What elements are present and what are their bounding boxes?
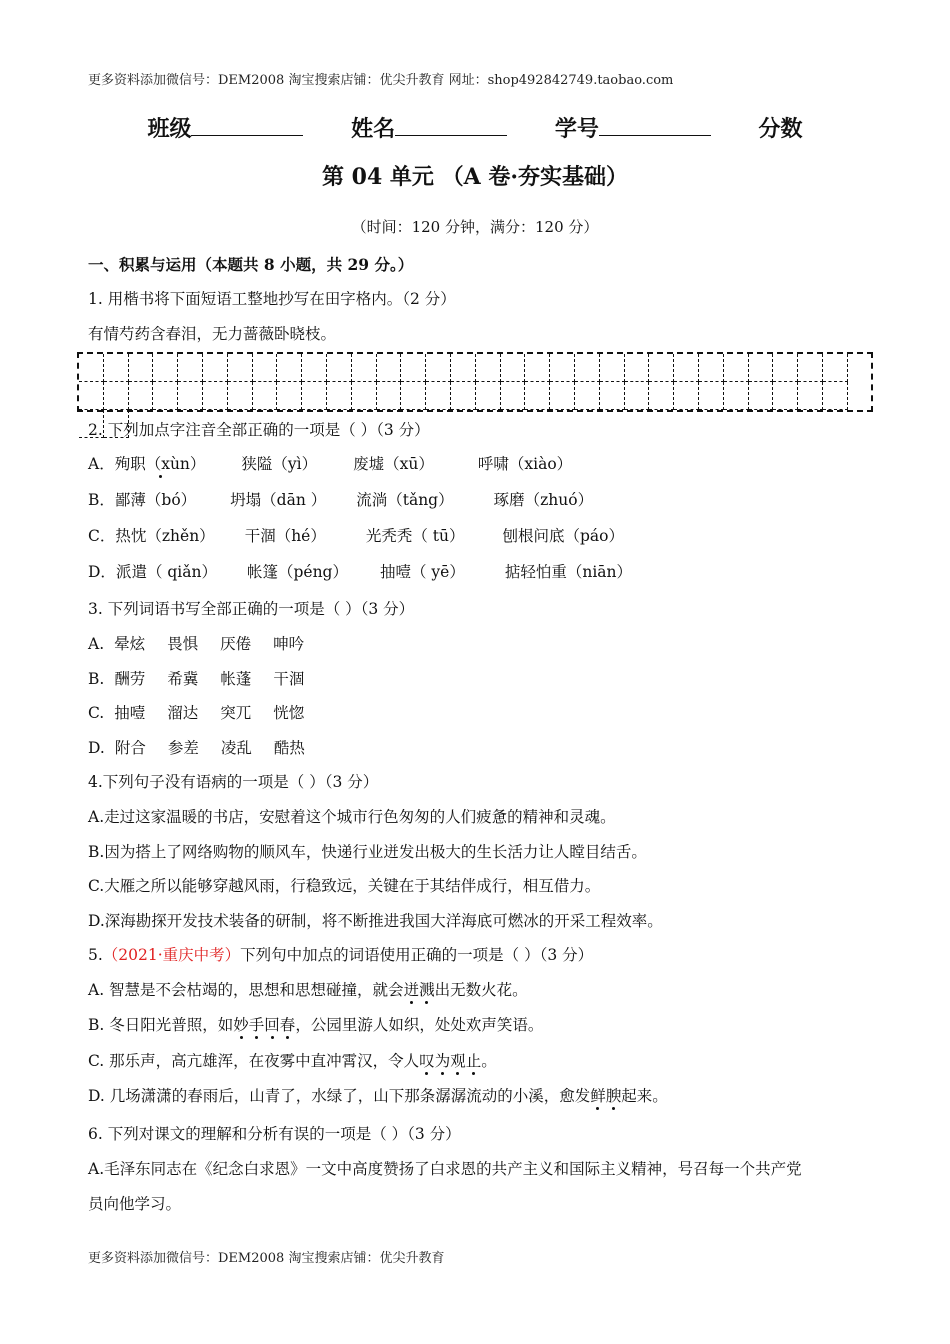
grid-cell[interactable]: [79, 354, 104, 382]
name-field: 姓名: [351, 116, 507, 142]
option-item: 帐篷（péng）: [246, 563, 348, 581]
question-5-option-c: C. 那乐声，高亢雄浑，在夜雾中直冲霄汉，令人叹为观止。: [88, 1052, 497, 1070]
question-3-option-b: B. 酬劳 希冀 帐蓬 干涸: [88, 670, 305, 688]
grid-cell[interactable]: [104, 354, 129, 382]
grid-cell[interactable]: [649, 382, 674, 410]
grid-cell[interactable]: [426, 354, 451, 382]
grid-cell[interactable]: [674, 382, 699, 410]
tianzige-grid[interactable]: [77, 352, 873, 412]
grid-cell[interactable]: [649, 354, 674, 382]
grid-cell[interactable]: [600, 354, 625, 382]
option-item: 呼啸（xiào）: [477, 455, 573, 473]
grid-cell[interactable]: [699, 382, 724, 410]
grid-cell[interactable]: [203, 382, 228, 410]
option-item: 派遣（ qiǎn）: [115, 563, 217, 581]
question-5-stem: 5.（2021·重庆中考）下列句中加点的词语使用正确的一项是（ ）（3 分）: [88, 946, 594, 964]
dotted-word: 鲜腴: [590, 1087, 622, 1105]
option-item: 琢磨（zhuó）: [493, 491, 594, 509]
grid-cell[interactable]: [674, 354, 699, 382]
grid-cell[interactable]: [129, 354, 154, 382]
option-item: 光秃秃（ tū）: [365, 527, 465, 545]
grid-cell[interactable]: [377, 382, 402, 410]
grid-cell[interactable]: [426, 382, 451, 410]
grid-cell[interactable]: [451, 354, 476, 382]
grid-cell[interactable]: [277, 382, 302, 410]
grid-cell[interactable]: [377, 354, 402, 382]
score-field: 分数: [758, 116, 803, 142]
grid-cell[interactable]: [178, 382, 203, 410]
header-note: 更多资料添加微信号：DEM2008 淘宝搜索店铺：优尖升教育 网址：shop492842749.taobao.com: [88, 73, 674, 88]
question-5-option-b: B. 冬日阳光普照，如妙手回春，公园里游人如织，处处欢声笑语。: [88, 1016, 544, 1034]
question-5-option-d: D. 几场潇潇的春雨后，山青了，水绿了，山下那条潺潺流动的小溪，愈发鲜腴起来。: [88, 1087, 668, 1105]
page-title: 第 04 单元 （A 卷·夯实基础）: [322, 164, 628, 190]
grid-cell[interactable]: [302, 354, 327, 382]
question-2-option-d: D．派遣（ qiǎn） 帐篷（péng） 抽噎（ yē） 掂轻怕重（niān）: [88, 563, 633, 581]
grid-cell[interactable]: [401, 382, 426, 410]
option-item: 狭隘（yì）: [241, 455, 318, 473]
grid-cell[interactable]: [277, 354, 302, 382]
grid-cell[interactable]: [550, 382, 575, 410]
option-item: 抽噎（ yē）: [379, 563, 465, 581]
grid-cell[interactable]: [600, 382, 625, 410]
footer-note: 更多资料添加微信号：DEM2008 淘宝搜索店铺：优尖升教育: [88, 1251, 445, 1266]
grid-cell[interactable]: [153, 354, 178, 382]
grid-cell[interactable]: [798, 354, 823, 382]
number-blank[interactable]: [599, 115, 711, 136]
exam-duration: （时间：120 分钟，满分：120 分）: [351, 218, 599, 236]
question-1-stem: 1. 用楷书将下面短语工整地抄写在田字格内。（2 分）: [88, 290, 456, 308]
grid-cell[interactable]: [228, 354, 253, 382]
question-3-option-d: D. 附合 参差 凌乱 酷热: [88, 739, 305, 757]
grid-cell[interactable]: [203, 354, 228, 382]
question-4-option-c: C.大雁之所以能够穿越风雨，行稳致远，关键在于其结伴成行，相互借力。: [88, 877, 601, 895]
grid-cell[interactable]: [451, 382, 476, 410]
section-heading: 一、积累与运用（本题共 8 小题，共 29 分。）: [88, 255, 414, 274]
question-3-option-a: A. 晕炫 畏惧 厌倦 呻吟: [88, 635, 305, 653]
name-blank[interactable]: [395, 115, 507, 136]
grid-cell[interactable]: [253, 354, 278, 382]
class-blank[interactable]: [191, 115, 303, 136]
question-5-option-a: A. 智慧是不会枯竭的，思想和思想碰撞，就会迸溅出无数火花。: [88, 981, 528, 999]
grid-cell[interactable]: [153, 382, 178, 410]
grid-cell[interactable]: [798, 382, 823, 410]
grid-cell[interactable]: [625, 354, 650, 382]
grid-cell[interactable]: [228, 382, 253, 410]
option-item: 掂轻怕重（niān）: [504, 563, 633, 581]
question-6-option-a-line1: A.毛泽东同志在《纪念白求恩》一文中高度赞扬了白求恩的共产主义和国际主义精神，号召每一个共产党: [88, 1160, 802, 1178]
option-item: 热忱（zhěn）: [115, 527, 215, 545]
grid-cell[interactable]: [575, 354, 600, 382]
dotted-word: 妙手回春: [233, 1016, 296, 1034]
grid-cell[interactable]: [823, 382, 848, 410]
grid-cell[interactable]: [773, 354, 798, 382]
question-4-stem: 4.下列句子没有语病的一项是（ ）（3 分）: [88, 773, 379, 791]
grid-cell[interactable]: [79, 382, 104, 410]
question-4-option-d: D.深海勘探开发技术装备的研制，将不断推进我国大洋海底可燃冰的开采工程效率。: [88, 912, 663, 930]
grid-cell[interactable]: [773, 382, 798, 410]
option-item: 废墟（xū）: [353, 455, 434, 473]
question-3-option-c: C. 抽噎 溜达 突兀 恍惚: [88, 704, 305, 722]
option-item: 干涸（hé）: [244, 527, 326, 545]
option-item: 坍塌（dān ）: [230, 491, 327, 509]
option-item: 鄙薄（bó）: [114, 491, 197, 509]
question-2-option-b: B．鄙薄（bó） 坍塌（dān ） 流淌（tǎng） 琢磨（zhuó）: [88, 491, 594, 509]
grid-cell[interactable]: [525, 382, 550, 410]
grid-cell[interactable]: [253, 382, 278, 410]
option-item: 流淌（tǎng）: [356, 491, 454, 509]
option-item: 刨根问底（páo）: [502, 527, 624, 545]
question-2-stem: 2. 下列加点字注音全部正确的一项是（ ）（3 分）: [88, 421, 430, 439]
grid-cell[interactable]: [302, 382, 327, 410]
grid-cell[interactable]: [352, 354, 377, 382]
grid-cell[interactable]: [327, 382, 352, 410]
grid-cell[interactable]: [401, 354, 426, 382]
dotted-word: 迸溅: [403, 981, 435, 999]
question-4-option-b: B.因为搭上了网络购物的顺风车，快递行业迸发出极大的生长活力让人瞠目结舌。: [88, 843, 647, 861]
grid-cell[interactable]: [749, 382, 774, 410]
question-2-option-c: C．热忱（zhěn） 干涸（hé） 光秃秃（ tū） 刨根问底（páo）: [88, 527, 624, 545]
grid-cell[interactable]: [501, 382, 526, 410]
grid-cell[interactable]: [749, 354, 774, 382]
number-field: 学号: [555, 116, 711, 142]
student-info-row: [0, 112, 950, 143]
grid-cell[interactable]: [476, 354, 501, 382]
grid-cell[interactable]: [699, 354, 724, 382]
dotted-word: 叹为观止: [419, 1052, 482, 1070]
class-field: 班级: [147, 116, 303, 142]
question-1-text: 有情芍药含春泪，无力蔷薇卧晓枝。: [88, 325, 337, 343]
grid-cell[interactable]: [327, 354, 352, 382]
grid-cell[interactable]: [724, 382, 749, 410]
grid-cell[interactable]: [104, 382, 129, 410]
grid-cell[interactable]: [501, 354, 526, 382]
question-3-stem: 3. 下列词语书写全部正确的一项是（ ）（3 分）: [88, 600, 415, 618]
grid-cell[interactable]: [550, 354, 575, 382]
grid-cell[interactable]: [625, 382, 650, 410]
grid-cell[interactable]: [129, 382, 154, 410]
grid-cell[interactable]: [823, 354, 848, 382]
grid-cell[interactable]: [476, 382, 501, 410]
question-6-option-a-line2: 员向他学习。: [88, 1195, 182, 1213]
grid-cell[interactable]: [525, 354, 550, 382]
grid-cell[interactable]: [575, 382, 600, 410]
question-6-stem: 6. 下列对课文的理解和分析有误的一项是（ ）（3 分）: [88, 1125, 461, 1143]
question-4-option-a: A.走过这家温暖的书店，安慰着这个城市行色匆匆的人们疲惫的精神和灵魂。: [88, 808, 616, 826]
grid-cell[interactable]: [724, 354, 749, 382]
grid-cell[interactable]: [352, 382, 377, 410]
question-2-option-a: A．殉职（xùn） 狭隘（yì） 废墟（xū） 呼啸（xiào）: [88, 455, 573, 473]
exam-source-tag: （2021·重庆中考）: [102, 946, 241, 964]
grid-cell[interactable]: [178, 354, 203, 382]
option-item: 殉职（xùn）: [114, 455, 206, 473]
